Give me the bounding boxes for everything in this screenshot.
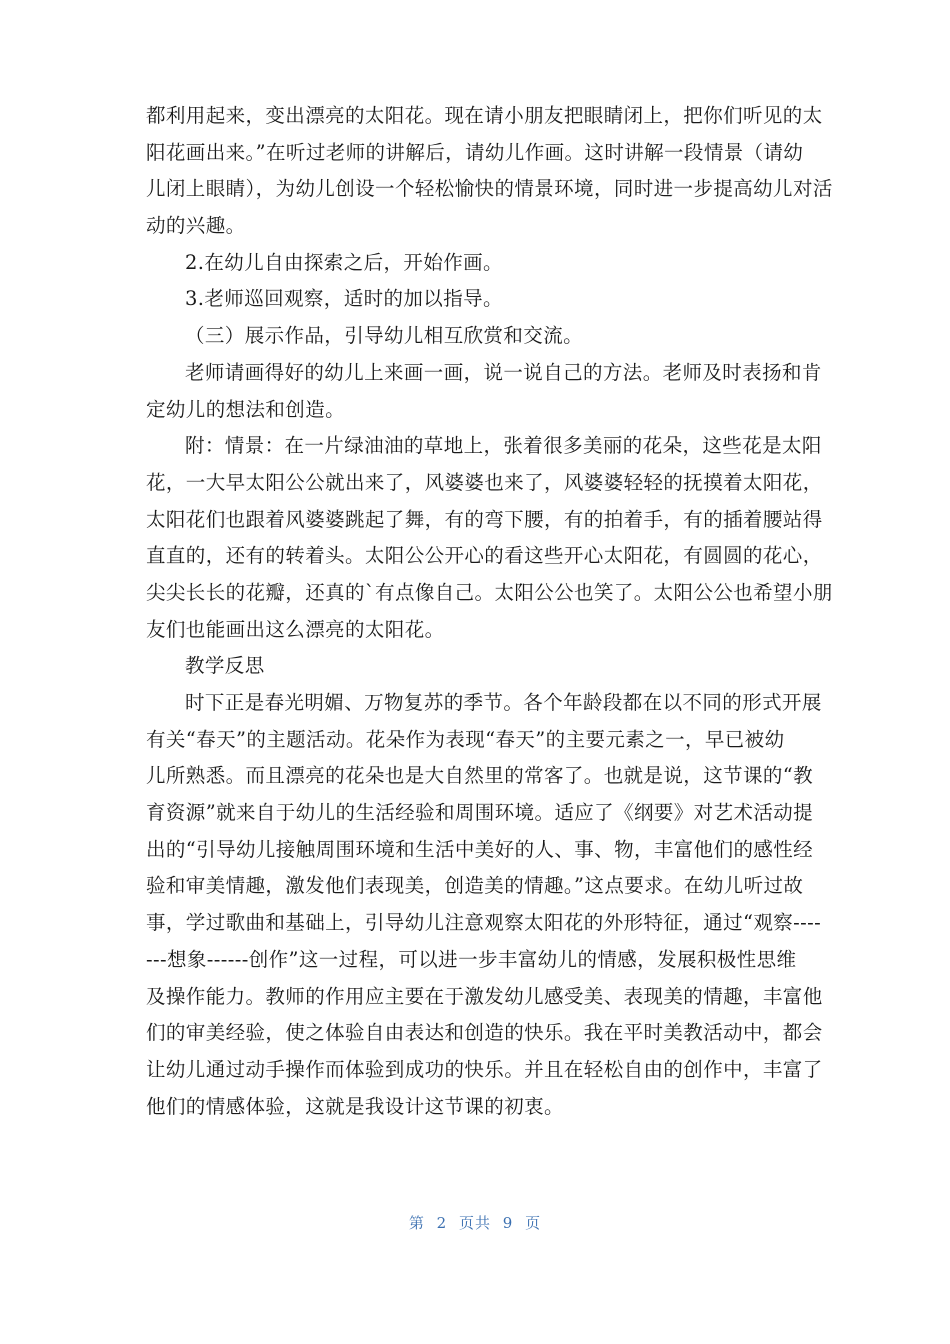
text-line: 及操作能力。教师的作用应主要在于激发幼儿感受美、表现美的情趣，丰富他 <box>146 984 823 1008</box>
text-line: 老师请画得好的幼儿上来画一画，说一说自己的方法。老师及时表扬和肯 <box>185 360 822 384</box>
text-line: 们的审美经验，使之体验自由表达和创造的快乐。我在平时美教活动中，都会 <box>146 1021 823 1045</box>
section-heading: 教学反思 <box>185 654 265 678</box>
text-line: ---想象------创作”这一过程，可以进一步丰富幼儿的情感，发展积极性思维 <box>146 947 797 971</box>
page-number-footer: 第 2 页共 9 页 <box>408 1214 542 1232</box>
list-item: 2.在幼儿自由探索之后，开始作画。 <box>185 250 503 274</box>
text-line: 儿所熟悉。而且漂亮的花朵也是大自然里的常客了。也就是说，这节课的“教 <box>146 764 814 788</box>
text-line: 他们的情感体验，这就是我设计这节课的初衷。 <box>146 1094 564 1118</box>
list-item: 3.老师巡回观察，适时的加以指导。 <box>185 287 503 311</box>
text-line: 儿闭上眼睛），为幼儿创设一个轻松愉快的情景环境，同时进一步提高幼儿对活 <box>146 177 833 201</box>
text-line: 直直的，还有的转着头。太阳公公开心的看这些开心太阳花，有圆圆的花心， <box>146 544 823 568</box>
text-line: 动的兴趣。 <box>146 214 246 238</box>
text-line: 友们也能画出这么漂亮的太阳花。 <box>146 617 445 641</box>
text-line: 事，学过歌曲和基础上，引导幼儿注意观察太阳花的外形特征，通过“观察---- <box>146 911 822 935</box>
text-line: 出的“引导幼儿接触周围环境和生活中美好的人、事、物，丰富他们的感性经 <box>146 837 814 861</box>
text-line: 阳花画出来。”在听过老师的讲解后，请幼儿作画。这时讲解一段情景（请幼 <box>146 140 804 164</box>
text-line: 附：情景：在一片绿油油的草地上，张着很多美丽的花朵，这些花是太阳 <box>185 434 822 458</box>
text-line: 让幼儿通过动手操作而体验到成功的快乐。并且在轻松自由的创作中，丰富了 <box>146 1057 823 1081</box>
text-line: 尖尖长长的花瓣，还真的`有点像自己。太阳公公也笑了。太阳公公也希望小朋 <box>146 580 833 604</box>
text-line: 验和审美情趣，激发他们表现美，创造美的情趣。”这点要求。在幼儿听过故 <box>146 874 804 898</box>
text-line: 太阳花们也跟着风婆婆跳起了舞，有的弯下腰，有的拍着手，有的插着腰站得 <box>146 507 823 531</box>
text-line: 时下正是春光明媚、万物复苏的季节。各个年龄段都在以不同的形式开展 <box>185 691 822 714</box>
document-body <box>146 98 833 1125</box>
text-line: 花，一大早太阳公公就出来了，风婆婆也来了，风婆婆轻轻的抚摸着太阳花， <box>146 470 823 494</box>
text-line: 育资源”就来自于幼儿的生活经验和周围环境。适应了《纲要》对艺术活动提 <box>146 801 814 825</box>
section-heading: （三）展示作品，引导幼儿相互欣赏和交流。 <box>185 324 584 348</box>
text-line: 都利用起来，变出漂亮的太阳花。现在请小朋友把眼睛闭上，把你们听见的太 <box>146 104 823 127</box>
text-line: 定幼儿的想法和创造。 <box>146 397 346 421</box>
text-line: 有关“春天”的主题活动。花朵作为表现“春天”的主要元素之一，早已被幼 <box>146 727 785 751</box>
